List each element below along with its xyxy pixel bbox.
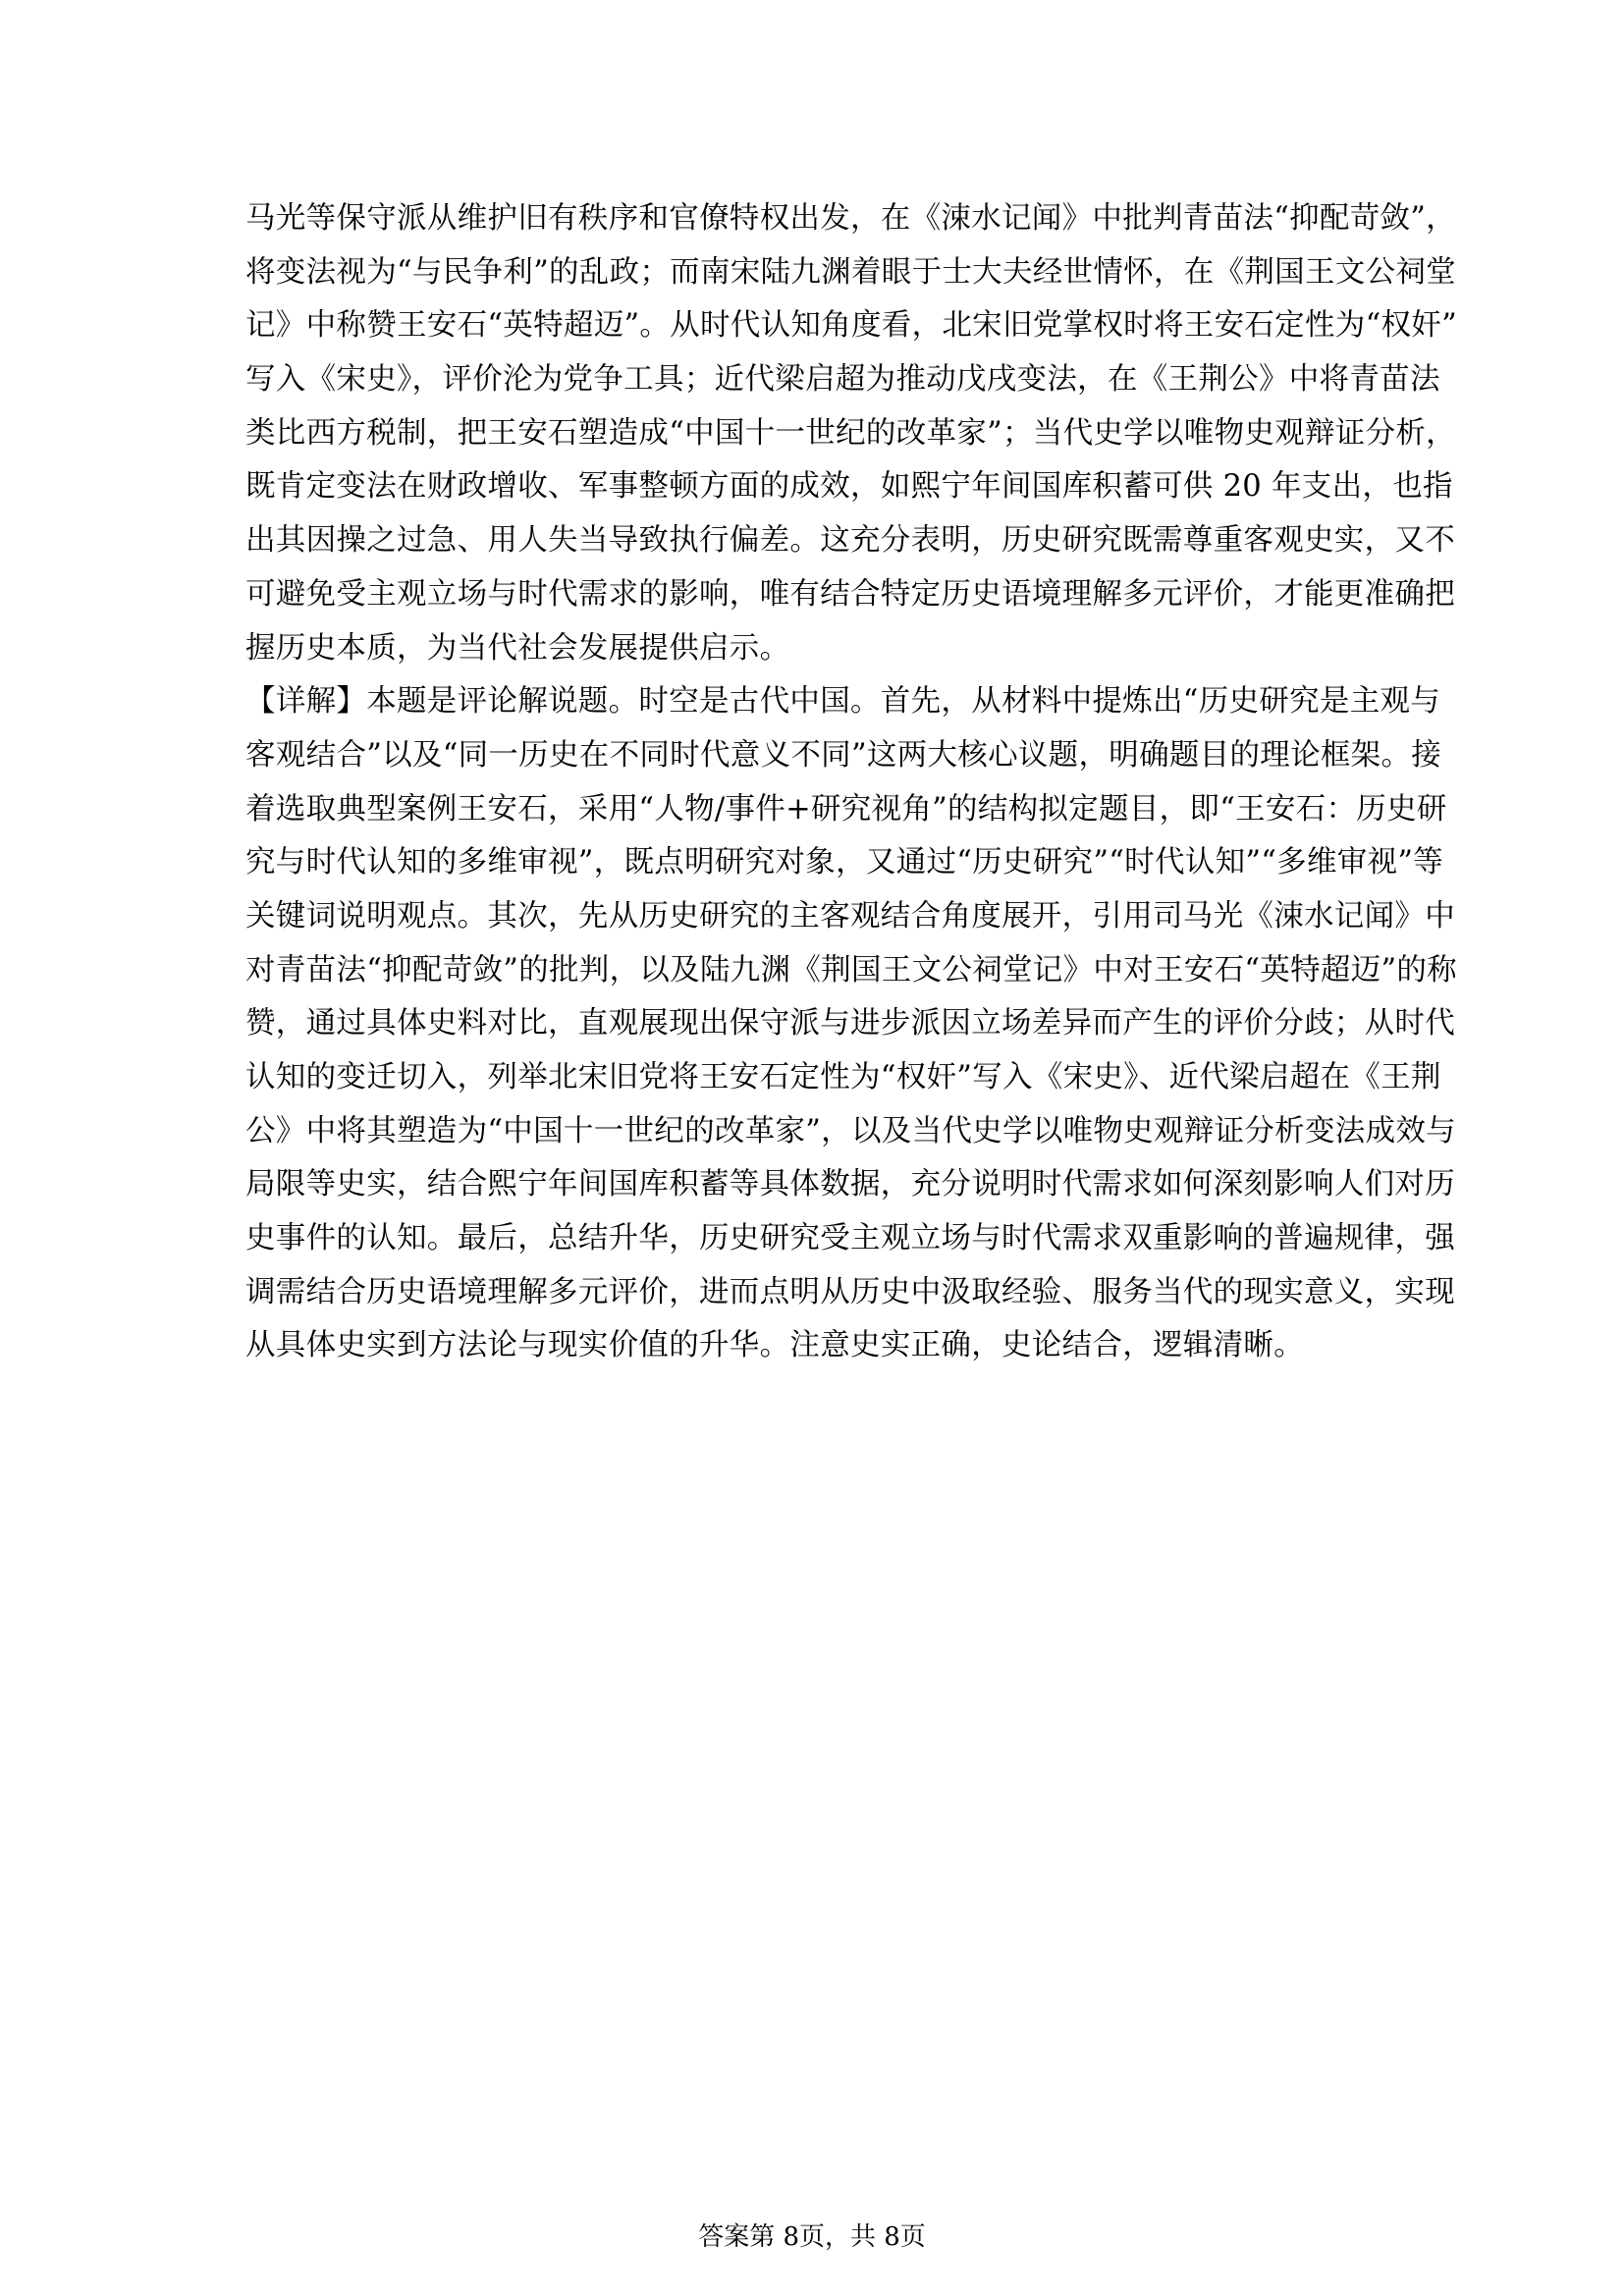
text-line: 类比西方税制，把王安石塑造成“中国十一世纪的改革家”；当代史学以唯物史观辩证分析， xyxy=(245,415,1456,451)
text-line: 究与时代认知的多维审视”，既点明研究对象，又通过“历史研究”“时代认知”“多维审视”等 xyxy=(245,845,1444,881)
text-line-paragraph-end: 从具体史实到方法论与现实价值的升华。注意史实正确，史论结合，逻辑清晰。 xyxy=(245,1328,1304,1363)
page-footer: 答案第 8页，共 8页 xyxy=(698,2222,926,2252)
text-line: 对青苗法“抑配苛敛”的批判，以及陆九渊《荆国王文公祠堂记》中对王安石“英特超迈”的称 xyxy=(245,952,1457,988)
text-line: 写入《宋史》，评价沦为党争工具；近代梁启超为推动戊戌变法，在《王荆公》中将青苗法 xyxy=(245,362,1440,398)
text-line: 关键词说明观点。其次，先从历史研究的主客观结合角度展开，引用司马光《涑水记闻》中 xyxy=(245,898,1455,934)
text-line-paragraph-end: 握历史本质，为当代社会发展提供启示。 xyxy=(245,630,790,666)
text-line: 公》中将其塑造为“中国十一世纪的改革家”，以及当代史学以唯物史观辩证分析变法成效与 xyxy=(245,1113,1456,1148)
text-line: 出其因操之过急、用人失当导致执行偏差。这充分表明，历史研究既需尊重客观史实，又不 xyxy=(245,523,1455,559)
text-line: 着选取典型案例王安石，采用“人物/事件+研究视角”的结构拟定题目，即“王安石：历史研 xyxy=(245,791,1447,827)
text-line: 赞，通过具体史料对比，直观展现出保守派与进步派因立场差异而产生的评价分歧；从时代 xyxy=(245,1006,1455,1041)
detail-explanation-heading-line: 【详解】本题是评论解说题。时空是古代中国。首先，从材料中提炼出“历史研究是主观与 xyxy=(245,684,1441,720)
text-line: 马光等保守派从维护旧有秩序和官僚特权出发，在《涑水记闻》中批判青苗法“抑配苛敛”， xyxy=(245,201,1456,236)
text-line: 将变法视为“与民争利”的乱政；而南宋陆九渊着眼于士大夫经世情怀，在《荆国王文公祠堂 xyxy=(245,254,1456,290)
text-line: 客观结合”以及“同一历史在不同时代意义不同”这两大核心议题，明确题目的理论框架。接 xyxy=(245,737,1442,773)
text-line: 认知的变迁切入，列举北宋旧党将王安石定性为“权奸”写入《宋史》、近代梁启超在《王荆 xyxy=(245,1060,1441,1095)
text-line: 既肯定变法在财政增收、军事整顿方面的成效，如熙宁年间国库积蓄可供 20 年支出，也指 xyxy=(245,469,1453,505)
answer-body xyxy=(245,192,1457,1373)
text-line: 记》中称赞王安石“英特超迈”。从时代认知角度看，北宋旧党掌权时将王安石定性为“权奸” xyxy=(245,308,1457,344)
text-line: 可避免受主观立场与时代需求的影响，唯有结合特定历史语境理解多元评价，才能更准确把 xyxy=(245,576,1455,612)
text-line: 调需结合历史语境理解多元评价，进而点明从历史中汲取经验、服务当代的现实意义，实现 xyxy=(245,1274,1455,1309)
text-line: 史事件的认知。最后，总结升华，历史研究受主观立场与时代需求双重影响的普遍规律，强 xyxy=(245,1221,1455,1256)
text-line: 局限等史实，结合熙宁年间国库积蓄等具体数据，充分说明时代需求如何深刻影响人们对历 xyxy=(245,1167,1455,1202)
